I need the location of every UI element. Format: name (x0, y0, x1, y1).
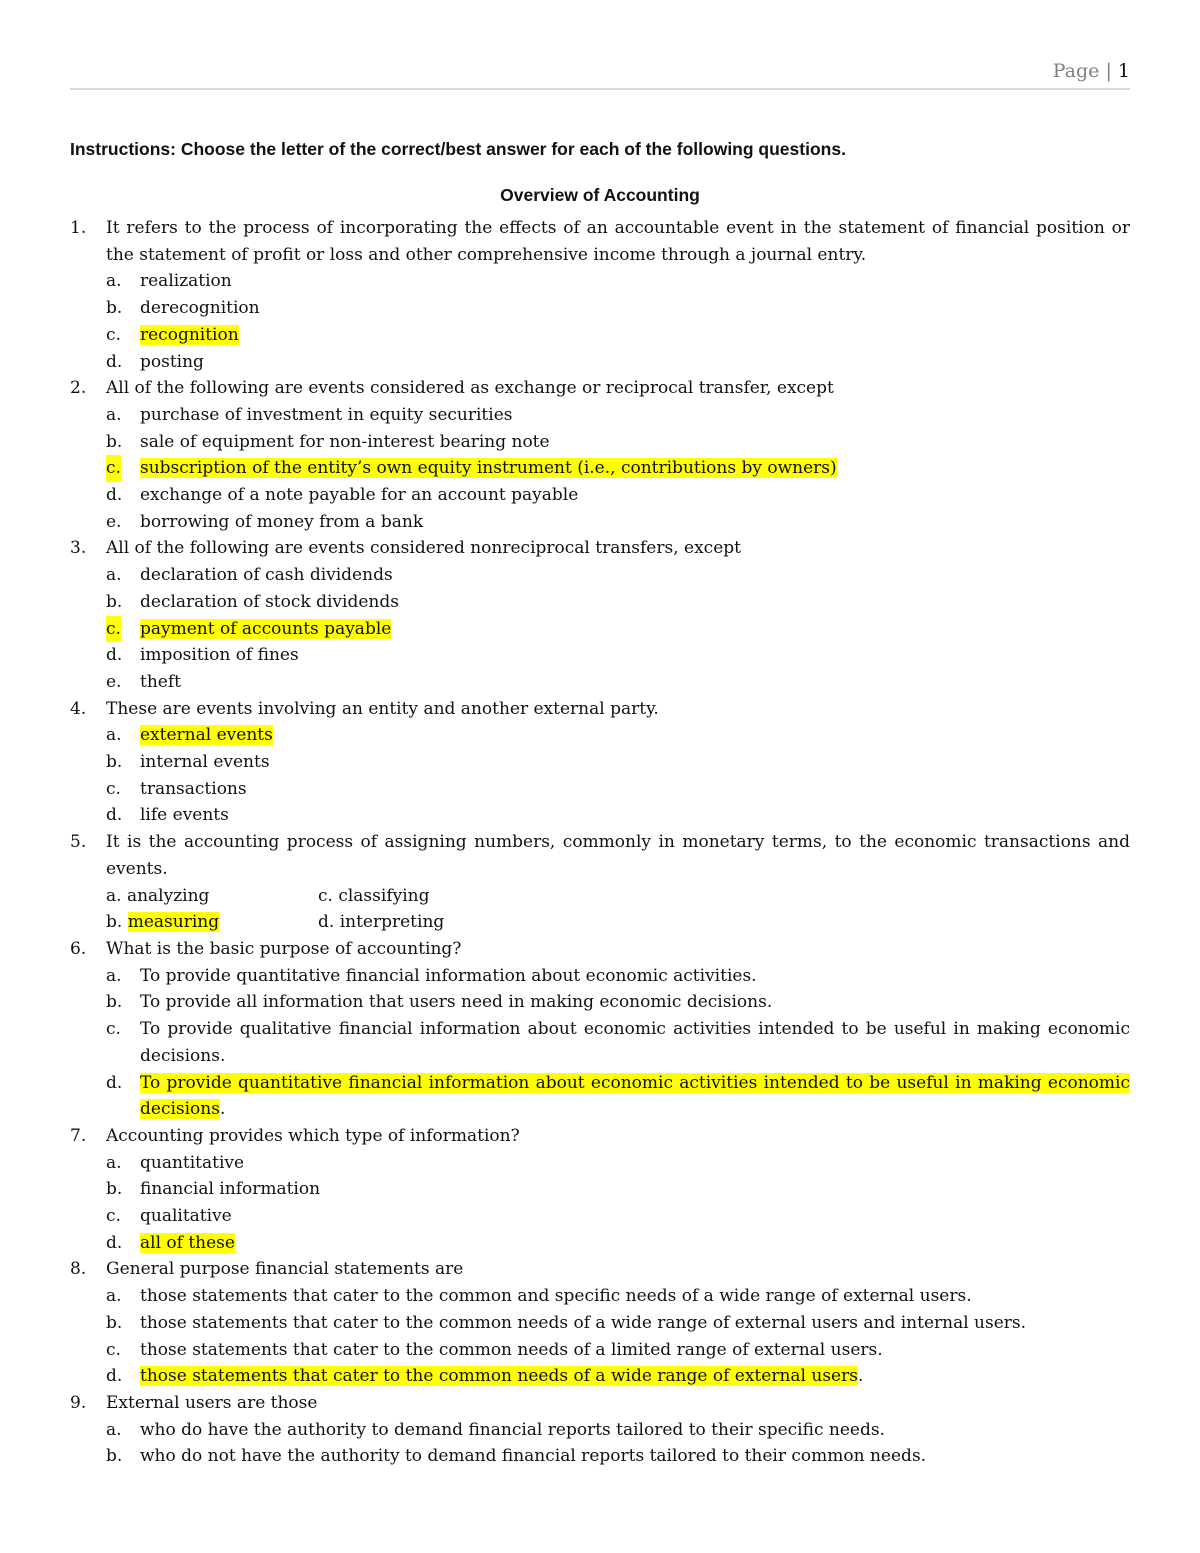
choice-letter: b. (106, 912, 123, 933)
correct-answer-highlight: To provide quantitative financial information about economic activities intended to be useful in making economic decisions (140, 1072, 1130, 1120)
question (70, 1256, 1130, 1283)
correct-answer-highlight: those statements that cater to the common needs of a wide range of external users (140, 1366, 858, 1387)
choice-text: transactions (140, 778, 247, 799)
choice (70, 1070, 1130, 1123)
choice-text: financial information (140, 1179, 321, 1200)
instructions: Instructions: Choose the letter of the correct/best answer for each of the following questions. (70, 139, 846, 159)
page-number (1053, 60, 1130, 82)
choice (70, 1016, 1130, 1069)
choice (318, 883, 1130, 910)
choice (70, 1150, 1130, 1177)
question (70, 1390, 1130, 1417)
question-number: 8. (70, 1259, 87, 1280)
choice (70, 562, 1130, 589)
choice-text: exchange of a note payable for an account payable (140, 485, 579, 506)
choice (70, 749, 1130, 776)
choice-letter: d. (106, 805, 123, 826)
choice (70, 1337, 1130, 1364)
choice-letter: b. (106, 992, 123, 1013)
choice-text: analyzing (126, 885, 210, 906)
choice-letter: d. (318, 912, 335, 933)
choice-text: interpreting (339, 912, 445, 933)
choice (70, 642, 1130, 669)
page-number-value: 1 (1117, 60, 1130, 82)
question-text: These are events involving an entity and another external party. (106, 698, 659, 719)
correct-answer-highlight: external events (140, 725, 273, 746)
question-number: 6. (70, 938, 87, 959)
choice (70, 455, 1130, 482)
choice (70, 722, 1130, 749)
choice-letter: c. (106, 1206, 121, 1227)
choice-letter: a. (106, 965, 122, 986)
choice-text: sale of equipment for non-interest bearing note (140, 431, 550, 452)
choice-letter: b. (106, 752, 123, 773)
question (70, 1123, 1130, 1150)
choice-letter: d. (106, 1366, 123, 1387)
choice (318, 909, 1130, 936)
choice-text: To provide quantitative financial information about economic activities. (140, 965, 757, 986)
choice-letter: d. (106, 1072, 123, 1093)
choice-letter: a. (106, 1152, 122, 1173)
choice-letter: d. (106, 485, 123, 506)
question (70, 829, 1130, 882)
choice-letter: c. (106, 1019, 121, 1040)
choice-trail: . (219, 1099, 226, 1120)
choice-letter: c. (106, 616, 121, 643)
choice-text: derecognition (140, 298, 260, 319)
choice-letter: d. (106, 1232, 123, 1253)
choice (70, 1283, 1130, 1310)
choice-letter: b. (106, 1179, 123, 1200)
choice (70, 1363, 1130, 1390)
question-text: Accounting provides which type of information? (106, 1125, 520, 1146)
choice (106, 909, 318, 936)
choice-text: classifying (338, 885, 430, 906)
choice (70, 1443, 1130, 1470)
choice-letter: e. (106, 511, 122, 532)
choice (70, 776, 1130, 803)
choice (106, 883, 318, 910)
choice-letter: a. (106, 1286, 122, 1307)
choice-text: life events (140, 805, 229, 826)
choice-letter: d. (106, 351, 123, 372)
choice-text: To provide all information that users need in making economic decisions. (140, 992, 773, 1013)
choice-letter: a. (106, 271, 122, 292)
question-number: 4. (70, 698, 87, 719)
choice-letter: d. (106, 645, 123, 666)
choice-letter: b. (106, 1312, 123, 1333)
choice-text: realization (140, 271, 232, 292)
choice (70, 669, 1130, 696)
choice-letter: c. (318, 885, 333, 906)
choice (70, 509, 1130, 536)
choice (70, 429, 1130, 456)
page-label: Page | (1052, 60, 1112, 82)
correct-answer-highlight: subscription of the entity’s own equity instrument (i.e., contributions by owners) (140, 458, 837, 479)
choice-text: posting (140, 351, 204, 372)
correct-answer-highlight: payment of accounts payable (140, 618, 392, 639)
choice-text: those statements that cater to the common and specific needs of a wide range of external users. (140, 1286, 972, 1307)
choice (70, 989, 1130, 1016)
choice-text: quantitative (140, 1152, 245, 1173)
choice-letter: c. (106, 324, 121, 345)
question (70, 215, 1130, 268)
question (70, 936, 1130, 963)
question-text: What is the basic purpose of accounting? (106, 938, 462, 959)
choice-text: internal events (140, 752, 270, 773)
choice (70, 295, 1130, 322)
choice-grid (70, 883, 1130, 936)
choice (70, 1417, 1130, 1444)
choice (70, 1176, 1130, 1203)
choice-letter: c. (106, 455, 121, 482)
choice-letter: c. (106, 778, 121, 799)
choice (70, 1310, 1130, 1337)
choice-text: theft (140, 671, 181, 692)
choice (70, 963, 1130, 990)
choice (70, 402, 1130, 429)
choice-letter: a. (106, 725, 122, 746)
question-list (70, 215, 1130, 1470)
correct-answer-highlight: recognition (140, 324, 239, 345)
choice (70, 349, 1130, 376)
question-text: All of the following are events considered as exchange or reciprocal transfer, except (106, 378, 834, 399)
choice-text: declaration of cash dividends (140, 565, 393, 586)
choice-letter: b. (106, 591, 123, 612)
question-text: It refers to the process of incorporating the effects of an accountable event in the statement of financial position or the statement of profit or loss and other comprehensive income through a journal entry. (106, 218, 1130, 265)
question (70, 696, 1130, 723)
question-text: It is the accounting process of assigning numbers, commonly in monetary terms, to the economic transactions and events. (106, 832, 1130, 879)
question-number: 7. (70, 1125, 87, 1146)
question-text: External users are those (106, 1392, 318, 1413)
choice-letter: e. (106, 671, 122, 692)
section-title: Overview of Accounting (500, 185, 700, 205)
page-header (70, 60, 1130, 90)
choice (70, 268, 1130, 295)
choice (70, 616, 1130, 643)
choice-letter: a. (106, 404, 122, 425)
choice (70, 1203, 1130, 1230)
question (70, 375, 1130, 402)
question-number: 3. (70, 538, 87, 559)
question-text: General purpose financial statements are (106, 1259, 464, 1280)
choice (70, 1230, 1130, 1257)
choice-text: those statements that cater to the common needs of a wide range of external users and internal users. (140, 1312, 1027, 1333)
choice-letter: b. (106, 1446, 123, 1467)
choice-letter: a. (106, 885, 122, 906)
choice-trail: . (857, 1366, 864, 1387)
choice (70, 482, 1130, 509)
question-number: 5. (70, 832, 87, 853)
question-number: 2. (70, 378, 87, 399)
question (70, 535, 1130, 562)
choice-text: To provide qualitative financial information about economic activities intended to be useful in making economic decisions. (140, 1019, 1130, 1066)
choice-letter: c. (106, 1339, 121, 1360)
choice-text: imposition of fines (140, 645, 299, 666)
choice-letter: b. (106, 431, 123, 452)
choice-text: who do not have the authority to demand financial reports tailored to their common needs. (140, 1446, 927, 1467)
choice-letter: a. (106, 1419, 122, 1440)
choice-text: qualitative (140, 1206, 232, 1227)
choice-letter: a. (106, 565, 122, 586)
question-number: 1. (70, 218, 87, 238)
question-number: 9. (70, 1392, 87, 1413)
choice (70, 802, 1130, 829)
correct-answer-highlight: all of these (140, 1232, 235, 1253)
choice-text: declaration of stock dividends (140, 591, 399, 612)
choice-text: purchase of investment in equity securities (140, 404, 513, 425)
choice-text: borrowing of money from a bank (140, 511, 424, 532)
correct-answer-highlight: measuring (127, 912, 220, 933)
choice-text: who do have the authority to demand financial reports tailored to their specific needs. (140, 1419, 885, 1440)
choice (70, 322, 1130, 349)
question-text: All of the following are events considered nonreciprocal transfers, except (106, 538, 741, 559)
choice (70, 589, 1130, 616)
choice-letter: b. (106, 298, 123, 319)
choice-text: those statements that cater to the common needs of a limited range of external users. (140, 1339, 883, 1360)
